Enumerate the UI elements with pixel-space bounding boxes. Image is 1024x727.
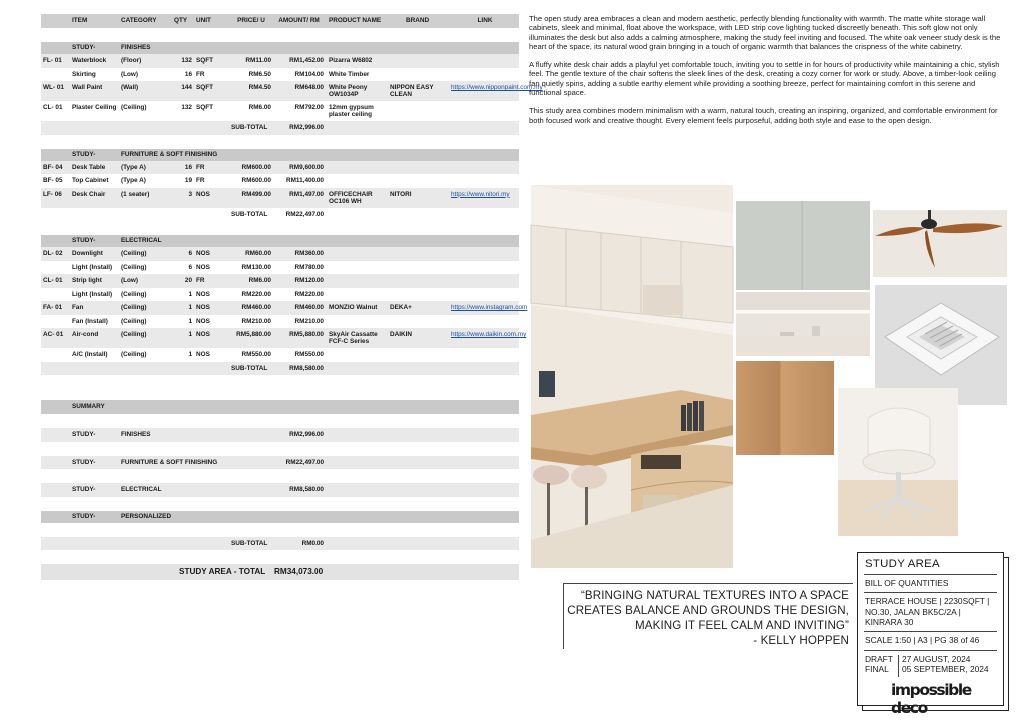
oak-veneer-sample bbox=[736, 361, 834, 455]
subtotal-row bbox=[41, 121, 519, 135]
row-amount: RM120.00 bbox=[294, 277, 324, 284]
product-link[interactable]: https://www.instagram.com bbox=[451, 304, 528, 311]
final-label: FINAL bbox=[865, 664, 889, 674]
row-price: RM11.00 bbox=[245, 57, 271, 64]
row-price: RM460.00 bbox=[241, 304, 271, 311]
header-qty: QTY bbox=[174, 17, 188, 24]
row-code: BF- 05 bbox=[43, 177, 63, 184]
row-price: RM130.00 bbox=[241, 263, 271, 271]
row-product: White Timber bbox=[329, 70, 370, 78]
table-row bbox=[41, 161, 519, 175]
row-item: Waterblock bbox=[72, 57, 107, 64]
row-amount: RM460.00 bbox=[294, 304, 324, 311]
row-unit: NOS bbox=[196, 250, 210, 257]
row-category: (Ceiling) bbox=[121, 304, 147, 311]
row-unit: NOS bbox=[196, 290, 210, 298]
subtotal-value: RM8,580.00 bbox=[289, 364, 324, 372]
row-code: BF- 04 bbox=[43, 163, 63, 171]
header-unit: UNIT bbox=[196, 17, 211, 24]
row-code: DL- 02 bbox=[43, 250, 63, 257]
row-product: MONZIO Walnut bbox=[329, 304, 378, 311]
row-category: (1 seater) bbox=[121, 190, 150, 198]
wall-cabinet-sample bbox=[736, 201, 870, 290]
row-price: RM6.00 bbox=[248, 277, 271, 284]
row-brand: DEKA+ bbox=[390, 304, 412, 311]
row-code: CL- 01 bbox=[43, 277, 63, 284]
section-bar-electrical bbox=[41, 235, 519, 247]
row-product: OFFICECHAIR OC106 WH bbox=[329, 190, 373, 205]
design-description bbox=[529, 14, 1003, 134]
row-price: RM550.00 bbox=[241, 351, 271, 358]
row-item: A/C (Install) bbox=[72, 351, 108, 358]
row-brand: NITORI bbox=[390, 190, 412, 198]
row-price: RM6.00 bbox=[248, 104, 271, 111]
final-date: 05 SEPTEMBER, 2024 bbox=[902, 664, 989, 674]
row-category: (Type A) bbox=[121, 163, 146, 171]
quote-text bbox=[564, 588, 849, 648]
desk-chair-image bbox=[838, 388, 958, 536]
quote-author: - KELLY HOPPEN bbox=[753, 634, 849, 647]
row-brand: DAIKIN bbox=[390, 331, 413, 338]
subtotal-label: SUB-TOTAL bbox=[231, 364, 268, 372]
row-code: FL- 01 bbox=[43, 57, 62, 64]
subtotal-row bbox=[41, 362, 519, 376]
study-area-render bbox=[531, 185, 733, 568]
row-item: Top Cabinet bbox=[72, 177, 109, 184]
row-amount: RM792.00 bbox=[294, 104, 324, 111]
row-unit: NOS bbox=[196, 331, 210, 338]
summary-amount: RM8,580.00 bbox=[289, 486, 324, 493]
row-item: Downlight bbox=[72, 250, 103, 257]
row-qty: 132 bbox=[181, 104, 192, 111]
header-link: LINK bbox=[477, 17, 493, 24]
row-unit: SQFT bbox=[196, 57, 214, 64]
row-item: Plaster Ceiling bbox=[72, 104, 117, 111]
row-amount: RM11,400.00 bbox=[285, 177, 324, 184]
summary-bar bbox=[41, 400, 519, 414]
row-item: Wall Paint bbox=[72, 84, 103, 91]
row-qty: 20 bbox=[184, 277, 192, 284]
table-row bbox=[41, 348, 519, 362]
row-price: RM6.50 bbox=[248, 70, 271, 78]
draft-label: DRAFT bbox=[865, 654, 893, 664]
subtotal-value: RM22,497.00 bbox=[285, 210, 324, 218]
table-row bbox=[41, 301, 528, 315]
row-unit: NOS bbox=[196, 351, 210, 358]
table-row bbox=[41, 68, 519, 82]
row-qty: 16 bbox=[184, 163, 192, 171]
section-label: STUDY- bbox=[72, 237, 96, 244]
row-qty: 3 bbox=[188, 190, 192, 198]
company-logo: impossible deco bbox=[891, 681, 971, 717]
description-paragraph: This study area combines modern minimalism with a warm, natural touch, creating an inspiring, organized, and comfortable environment for both focused work and creative thought. Every element feels purposeful, adding both style and ease to the open design. bbox=[529, 106, 998, 125]
row-unit: FR bbox=[196, 163, 205, 171]
description-paragraph: The open study area embraces a clean and modern aesthetic, perfectly blending functionality with warmth. The matte white storage wall cabinets, sleek and minimal, float above the workspace, with LED strip cove lighting tucked discreetly beneath. This soft glow not only illuminates the desk but also adds a calming atmosphere, making the study feel inviting and focused. The white oak veneer study desk is the heart of the space, its natural wood grain bringing in a touch of organic warmth that balances the crispness of the white cabinetry. bbox=[529, 14, 1001, 51]
row-amount: RM550.00 bbox=[294, 351, 324, 358]
title-block bbox=[857, 552, 1004, 717]
row-category: (Ceiling) bbox=[121, 104, 147, 111]
table-row bbox=[41, 288, 519, 302]
summary-section: FURNITURE & SOFT FINISHING bbox=[121, 458, 218, 466]
row-product: SkyAir Cassatte FCF-C Series bbox=[329, 331, 378, 345]
sheet-subtitle: BILL OF QUANTITIES bbox=[865, 578, 949, 588]
table-row bbox=[41, 54, 519, 68]
row-amount: RM648.00 bbox=[294, 84, 324, 91]
row-price: RM499.00 bbox=[241, 190, 271, 198]
aircond-cassette-image bbox=[875, 285, 1007, 405]
header-brand: BRAND bbox=[406, 17, 430, 24]
row-amount: RM9,600.00 bbox=[289, 163, 324, 171]
row-qty: 1 bbox=[188, 351, 192, 358]
table-row bbox=[41, 188, 519, 208]
header-price: PRICE/ U bbox=[237, 17, 265, 24]
summary-row bbox=[41, 456, 519, 470]
row-item: Desk Table bbox=[72, 163, 106, 171]
subtotal-row bbox=[41, 537, 519, 551]
row-code: CL- 01 bbox=[43, 104, 63, 111]
row-amount: RM1,497.00 bbox=[289, 190, 324, 198]
row-brand: NIPPON EASY CLEAN bbox=[390, 84, 434, 98]
row-category: (Low) bbox=[121, 70, 139, 78]
summary-row bbox=[41, 511, 519, 523]
subtotal-label: SUB-TOTAL bbox=[231, 210, 268, 218]
subtotal-row bbox=[41, 208, 519, 222]
ceiling-fan-image bbox=[873, 210, 1007, 277]
row-product: Pizarra W6802 bbox=[329, 57, 373, 64]
row-unit: NOS bbox=[196, 317, 210, 325]
section-label: STUDY- bbox=[72, 44, 96, 51]
table-row bbox=[41, 328, 527, 348]
row-amount: RM780.00 bbox=[294, 263, 324, 271]
section-title: FINISHES bbox=[121, 44, 151, 51]
row-category: (Ceiling) bbox=[121, 263, 147, 271]
row-price: RM600.00 bbox=[241, 163, 271, 171]
row-price: RM60.00 bbox=[245, 250, 271, 257]
subtotal-label: SUB-TOTAL bbox=[231, 124, 268, 131]
row-item: Fan (Install) bbox=[72, 317, 108, 325]
summary-label: STUDY- bbox=[72, 431, 96, 438]
summary-section: FINISHES bbox=[121, 431, 151, 438]
shelf-detail-image bbox=[736, 292, 870, 356]
row-category: (Wall) bbox=[121, 84, 139, 91]
header-category: CATEGORY bbox=[121, 17, 157, 24]
header-amount: AMOUNT/ RM bbox=[278, 17, 320, 24]
row-code: WL- 01 bbox=[43, 84, 64, 91]
row-qty: 19 bbox=[184, 177, 192, 184]
row-category: (Low) bbox=[121, 277, 139, 284]
summary-amount: RM2,996.00 bbox=[289, 431, 324, 438]
row-price: RM4.50 bbox=[248, 84, 271, 91]
row-code: FA- 01 bbox=[43, 304, 63, 311]
table-row bbox=[41, 81, 543, 101]
row-amount: RM360.00 bbox=[294, 250, 324, 257]
product-link[interactable]: https://www.daikin.com.my bbox=[451, 331, 527, 338]
description-paragraph: A fluffy white desk chair adds a playful yet comfortable touch, inviting you to settle in for hours of productivity while maintaining a chic, stylish feel. The gentle texture of the chair softens the sleek lines of the desk, creating a cozy corner for work or study. Above, a timber-look ceiling fan quietly spins, adding a subtle earthy element while providing a soothing breeze, perfect for maintaining comfort in this serene and functional space. bbox=[529, 60, 1000, 98]
sheet-title: STUDY AREA bbox=[865, 558, 940, 570]
row-category: (Ceiling) bbox=[121, 351, 147, 358]
row-item: Skirting bbox=[72, 70, 96, 78]
grand-total-row bbox=[41, 564, 519, 580]
total-label: STUDY AREA - TOTAL bbox=[179, 567, 266, 576]
product-link[interactable]: https://www.nitori.my bbox=[451, 190, 510, 198]
table-row bbox=[41, 174, 519, 188]
section-bar-furniture bbox=[41, 149, 519, 161]
table-row bbox=[41, 101, 519, 121]
row-item: Strip light bbox=[72, 277, 102, 284]
row-product: 12mm gypsum plaster ceiling bbox=[329, 104, 374, 118]
quote-body: “BRINGING NATURAL TEXTURES INTO A SPACE CREATES BALANCE AND GROUNDS THE DESIGN, MAKING IT FEEL CALM AND INVITING” bbox=[567, 589, 849, 632]
row-qty: 1 bbox=[188, 290, 192, 298]
summary-title: SUMMARY bbox=[72, 403, 105, 410]
summary-section: ELECTRICAL bbox=[121, 486, 162, 493]
subtotal-label: SUB-TOTAL bbox=[231, 539, 268, 547]
row-amount: RM220.00 bbox=[294, 290, 324, 298]
row-unit: FR bbox=[196, 70, 205, 78]
row-category: (Floor) bbox=[121, 57, 142, 64]
row-qty: 1 bbox=[188, 304, 192, 311]
row-unit: SQFT bbox=[196, 84, 214, 91]
row-amount: RM1,452.00 bbox=[289, 57, 324, 64]
section-title: ELECTRICAL bbox=[121, 237, 162, 244]
row-price: RM600.00 bbox=[241, 177, 271, 184]
scale-info: SCALE 1:50 | A3 | PG 38 of 46 bbox=[865, 635, 980, 645]
table-row bbox=[41, 315, 519, 329]
table-row bbox=[41, 274, 519, 288]
row-unit: FR bbox=[196, 277, 205, 284]
boq-table bbox=[41, 14, 543, 580]
total-value: RM34,073.00 bbox=[274, 567, 324, 576]
row-qty: 132 bbox=[181, 57, 192, 64]
row-qty: 1 bbox=[188, 317, 192, 325]
row-price: RM220.00 bbox=[241, 290, 271, 298]
summary-row bbox=[41, 483, 519, 497]
row-item: Desk Chair bbox=[72, 190, 106, 198]
row-unit: FR bbox=[196, 177, 205, 184]
section-label: STUDY- bbox=[72, 150, 96, 158]
row-qty: 1 bbox=[188, 331, 192, 338]
row-category: (Ceiling) bbox=[121, 317, 147, 325]
row-price: RM210.00 bbox=[241, 317, 271, 325]
row-category: (Ceiling) bbox=[121, 290, 147, 298]
row-qty: 144 bbox=[181, 84, 192, 91]
project-address: TERRACE HOUSE | 2230SQFT | NO.30, JALAN BK5C/2A | KINRARA 30 bbox=[865, 596, 990, 627]
row-qty: 6 bbox=[188, 250, 192, 257]
row-category: (Ceiling) bbox=[121, 250, 147, 257]
row-unit: NOS bbox=[196, 304, 210, 311]
table-row bbox=[41, 247, 519, 261]
row-qty: 6 bbox=[188, 263, 192, 271]
section-title: FURNITURE & SOFT FINISHING bbox=[121, 150, 218, 158]
row-amount: RM210.00 bbox=[294, 317, 324, 325]
row-price: RM5,880.00 bbox=[236, 331, 271, 338]
row-item: Air-cond bbox=[72, 331, 99, 338]
row-unit: SQFT bbox=[196, 104, 214, 111]
row-qty: 16 bbox=[184, 70, 192, 78]
summary-label: STUDY- bbox=[72, 458, 96, 466]
summary-label: STUDY- bbox=[72, 512, 96, 520]
row-unit: NOS bbox=[196, 263, 210, 271]
row-item: Light (Install) bbox=[72, 290, 113, 298]
row-amount: RM104.00 bbox=[294, 70, 324, 78]
row-code: LF- 06 bbox=[43, 190, 62, 198]
row-item: Fan bbox=[72, 304, 84, 311]
row-category: (Ceiling) bbox=[121, 331, 147, 338]
summary-label: STUDY- bbox=[72, 486, 96, 493]
draft-date: 27 AUGUST, 2024 bbox=[902, 654, 971, 664]
row-category: (Type A) bbox=[121, 177, 146, 184]
designer-quote bbox=[563, 583, 853, 649]
section-bar-finishes bbox=[41, 42, 519, 54]
table-header bbox=[41, 14, 519, 28]
subtotal-value: RM0.00 bbox=[301, 539, 324, 547]
row-product: White Peony OW1034P bbox=[329, 84, 368, 98]
row-code: AC- 01 bbox=[43, 331, 64, 338]
summary-row bbox=[41, 428, 519, 442]
row-amount: RM5,880.00 bbox=[289, 331, 324, 338]
summary-amount: RM22,497.00 bbox=[285, 458, 324, 466]
table-row bbox=[41, 261, 519, 275]
row-unit: NOS bbox=[196, 190, 210, 198]
product-link[interactable]: https://www.nipponpaint.com.my bbox=[451, 84, 543, 91]
header-product: PRODUCT NAME bbox=[329, 17, 382, 24]
header-item: ITEM bbox=[72, 17, 88, 24]
row-item: Light (Install) bbox=[72, 263, 113, 271]
subtotal-value: RM2,996.00 bbox=[289, 124, 324, 131]
summary-section: PERSONALIZED bbox=[121, 512, 172, 520]
